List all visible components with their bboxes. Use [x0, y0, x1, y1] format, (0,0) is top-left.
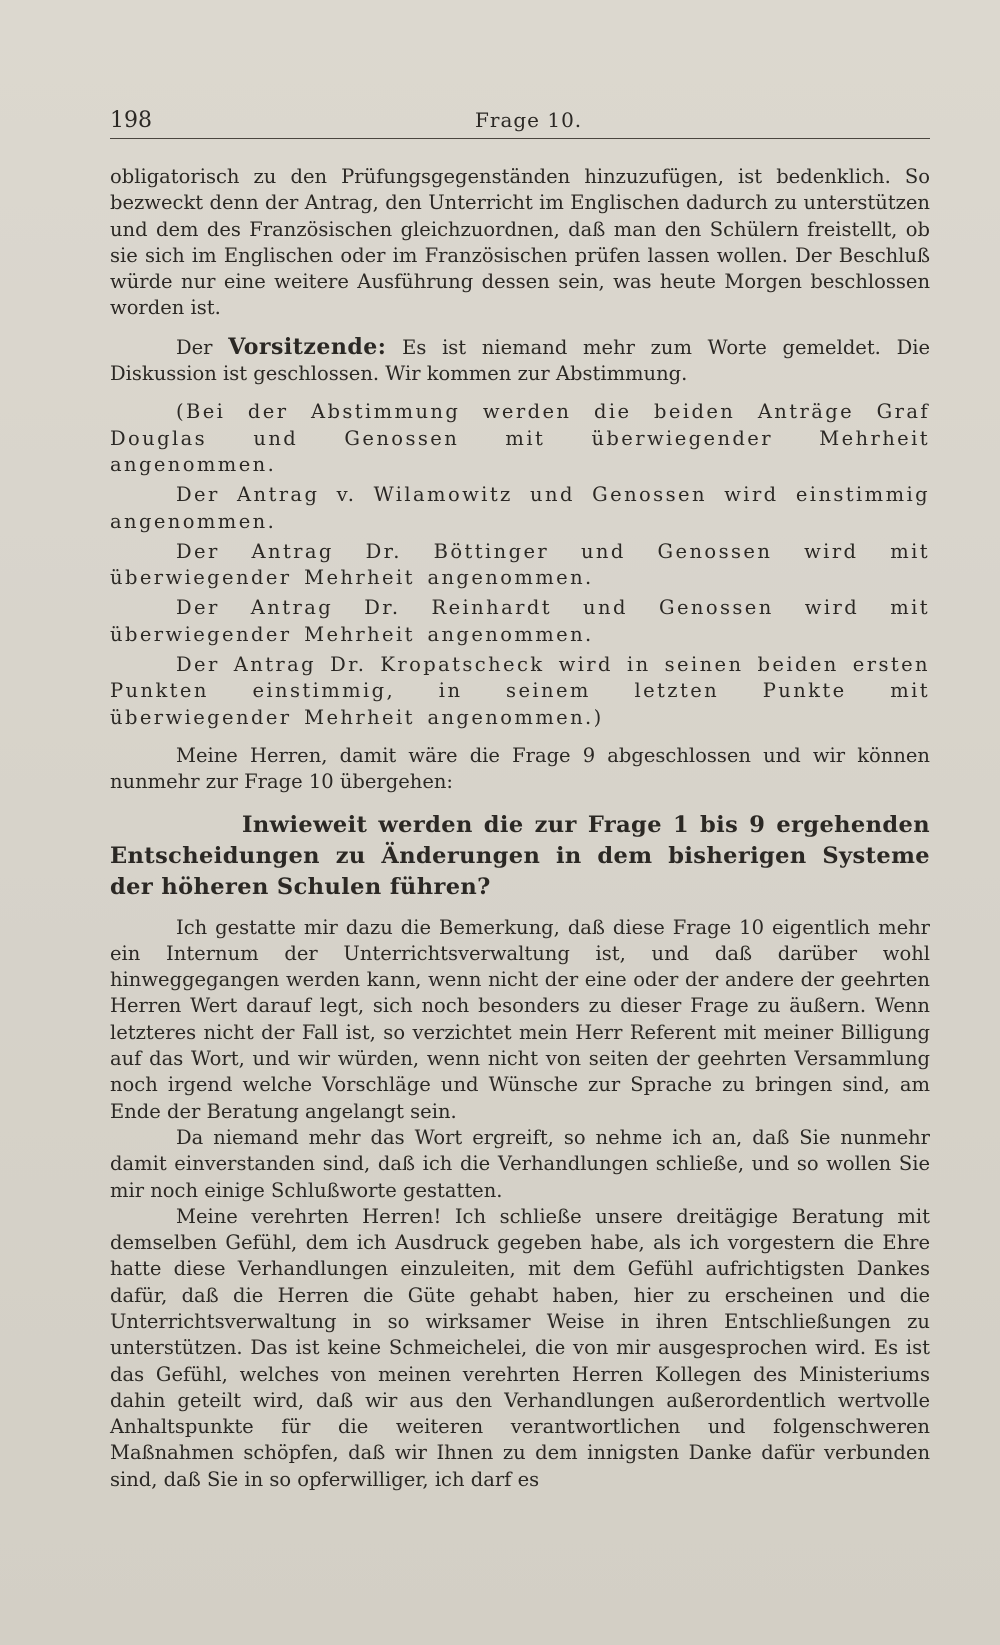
vote-paragraph-3: Der Antrag Dr. Böttinger und Genossen wird mit überwiegender Mehrheit angenommen. [110, 539, 930, 590]
paragraph-1: obligatorisch zu den Prüfungsgegenständen hinzuzufügen, ist bedenklich. So bezweckt denn der Antrag, den Unterricht im Englischen dadurch zu unterstützen und dem des Französischen gleichzuordnen, daß man den Schülern freistellt, ob sie sich im Englischen oder im Französischen prüfen lassen wollen. Der Beschluß würde nur eine weitere Ausführung dessen sein, was heute Morgen beschlossen worden ist. [110, 165, 930, 320]
page-header [110, 108, 930, 139]
question-heading: Inwieweit werden die zur Frage 1 bis 9 ergehenden Entscheidungen zu Änderungen in dem bisherigen Systeme der höheren Schulen führen? [110, 811, 930, 900]
speaker-name: Vorsitzende: [228, 333, 387, 360]
paragraph-chairman [110, 334, 930, 388]
body-text [110, 164, 930, 1493]
paragraph-transition: Meine Herren, damit wäre die Frage 9 abgeschlossen und wir können nunmehr zur Frage 10 übergehen: [110, 743, 930, 794]
page-number: 198 [110, 108, 152, 133]
vote-paragraph-1: (Bei der Abstimmung werden die beiden Anträge Graf Douglas und Genossen mit überwiegender Mehrheit angenommen. [110, 400, 930, 476]
speaker-prefix: Der [176, 335, 213, 359]
paragraph-final-words: Meine verehrten Herren! Ich schließe unsere dreitägige Beratung mit demselben Gefühl, dem ich Ausdruck gegeben habe, als ich vorgestern die Ehre hatte diese Verhandlungen einzuleiten, mit dem Gefühl aufrichtigsten Dankes dafür, daß die Herren die Güte gehabt haben, hier zu erscheinen und die Unterrichtsverwaltung in so wirksamer Weise in ihren Entschließungen zu unterstützen. Das ist keine Schmeichelei, die von mir ausgesprochen wird. Es ist das Gefühl, welches von meinen verehrten Herren Kollegen des Ministeriums dahin geteilt wird, daß wir aus den Verhandlungen außerordentlich wertvolle Anhaltspunkte für die weiteren verantwortlichen und folgenschweren Maßnahmen schöpfen, daß wir Ihnen zu dem innigsten Danke dafür verbunden sind, daß Sie in so opferwilliger, ich darf es [110, 1204, 930, 1491]
running-head: Frage 10. [475, 108, 583, 132]
vote-paragraph-5: Der Antrag Dr. Kropatscheck wird in seinen beiden ersten Punkten einstimmig, in seinem letzten Punkte mit überwiegender Mehrheit angenommen.) [110, 653, 930, 729]
paragraph-remark: Ich gestatte mir dazu die Bemerkung, daß diese Frage 10 eigentlich mehr ein Internum der Unterrichtsverwaltung ist, und daß darüber wohl hinweggegangen werden kann, wenn nicht der eine oder der andere der geehrten Herren Wert darauf legt, sich noch besonders zu dieser Frage zu äußern. Wenn letzteres nicht der Fall ist, so verzichtet mein Herr Referent mit meiner Billigung auf das Wort, und wir würden, wenn nicht von seiten der geehrten Versammlung noch irgend welche Vorschläge und Wünsche zur Sprache zu bringen sind, am Ende der Beratung angelangt sein. [110, 915, 930, 1123]
vote-paragraph-2: Der Antrag v. Wilamowitz und Genossen wird einstimmig angenommen. [110, 483, 930, 533]
speaker-text: Es ist niemand mehr zum Worte gemeldet. Die Diskussion ist geschlossen. Wir kommen zur Abstimmung. [110, 335, 930, 386]
vote-paragraph-4: Der Antrag Dr. Reinhardt und Genossen wird mit überwiegender Mehrheit angenommen. [110, 596, 930, 646]
paragraph-closing: Da niemand mehr das Wort ergreift, so nehme ich an, daß Sie nunmehr damit einverstanden sind, daß ich die Verhandlungen schließe, und so wollen Sie mir noch einige Schlußworte gestatten. [110, 1125, 930, 1202]
